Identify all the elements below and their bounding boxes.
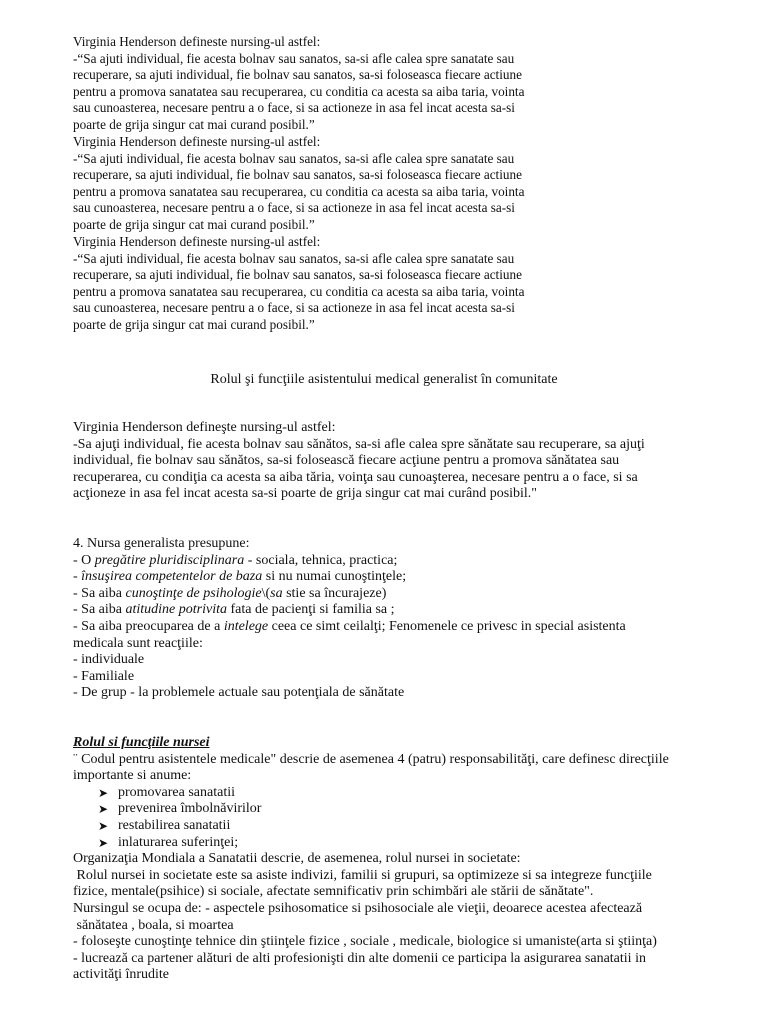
henderson-quote-2 [73,134,524,234]
requirements-heading: 4. Nursa generalista presupune: [73,536,250,551]
arrowhead-bullet-icon: ➤ [98,818,109,833]
roles-body-line: - lucrează ca partener alături de alti profesionişti din alte domenii ce participa la asigurarea sanatatii in [73,950,646,966]
requirement-item: - O pregătire pluridisciplinara - sociala, tehnica, practica; [73,552,398,568]
definition-line: -Sa ajuţi individual, fie acesta bolnav sau sănătos, sa-si afle calea spre sănătate sau recuperare, sa ajuţi [73,436,645,452]
quote-line: sau cunoasterea, necesare pentru a o face, si sa actioneze in asa fel incat acesta sa-si [73,100,515,116]
quote-line: -“Sa ajuti individual, fie acesta bolnav sau sanatos, sa-si afle calea spre sanatate sau [73,250,515,266]
definition-line: Virginia Henderson defineşte nursing-ul astfel: [73,420,336,435]
definition-line: individual, fie bolnav sau sănătos, sa-si folosească fiecare acţiune pentru a promova sănătatea sau [73,453,620,469]
quote-line: pentru a promova sanatatea sau recuperarea, cu conditia ca acesta sa aiba taria, vointa [73,83,525,99]
list-item: ➤ prevenirea îmbolnăvirilor [98,801,262,817]
arrowhead-bullet-icon: ➤ [98,785,109,800]
list-item: ➤ promovarea sanatatii [98,784,236,800]
quote-line: Virginia Henderson defineste nursing-ul astfel: [73,234,321,249]
requirement-item: - Sa aiba cunoştinţe de psihologie\(sa stie sa încurajeze) [73,585,387,601]
arrowhead-bullet-icon: ➤ [98,802,109,817]
roles-body-line: sănătatea , boala, si moartea [73,917,234,933]
quote-line: poarte de grija singur cat mai curand posibil.” [73,116,315,132]
roles-body-line: Organizaţia Mondiala a Sanatatii descrie, de asemenea, rolul nursei in societate: [73,851,521,867]
requirement-item: - Sa aiba atitudine potrivita fata de pacienţi si familia sa ; [73,602,395,618]
roles-intro-line: ¨ Codul pentru asistentele medicale" descrie de asemenea 4 (patru) responsabilităţi, care definesc direcţiile [73,751,669,767]
quote-line: poarte de grija singur cat mai curand posibil.” [73,216,315,232]
arrowhead-bullet-icon: ➤ [98,835,109,850]
quote-line: poarte de grija singur cat mai curand posibil.” [73,316,315,332]
quote-line: recuperare, sa ajuti individual, fie bolnav sau sanatos, sa-si foloseasca fiecare actiune [73,167,522,183]
quote-line: recuperare, sa ajuti individual, fie bolnav sau sanatos, sa-si foloseasca fiecare actiune [73,267,522,283]
roles-heading: Rolul si funcţiile nursei [73,735,210,750]
nurse-requirements [73,536,626,702]
requirement-item: - Familiale [73,668,135,684]
roles-intro-line: importante si anume: [73,768,192,784]
henderson-definition [73,420,645,503]
list-item: ➤ inlaturarea suferinţei; [98,834,239,850]
requirement-item: - Sa aiba preocuparea de a intelege ceea ce simt ceilalţi; Fenomenele ce privesc in special asistenta [73,618,626,634]
roles-body-line: - foloseşte cunoştinţe tehnice din ştiinţele fizice , sociale , medicale, biologice si umaniste(arta si ştiinţa) [73,934,657,950]
quote-line: sau cunoasterea, necesare pentru a o face, si sa actioneze in asa fel incat acesta sa-si [73,300,515,316]
responsibilities-list [73,785,669,851]
quote-line: pentru a promova sanatatea sau recuperarea, cu conditia ca acesta sa aiba taria, vointa [73,283,525,299]
henderson-quote-3 [73,234,524,334]
quote-line: recuperare, sa ajuti individual, fie bolnav sau sanatos, sa-si foloseasca fiecare actiune [73,67,522,83]
requirement-item: - însuşirea competentelor de baza si nu numai cunoştinţele; [73,569,407,585]
quote-line: pentru a promova sanatatea sau recuperarea, cu conditia ca acesta sa aiba taria, vointa [73,183,525,199]
roles-body-line: Rolul nursei in societate este sa asiste indivizi, familii si grupuri, sa optimizeze si sa integreze funcţiile [73,867,652,883]
nurse-roles-section [73,735,669,984]
section-title: Rolul şi funcţiile asistentului medical generalist în comunitate [210,372,558,387]
requirement-item: medicala sunt reacţiile: [73,635,203,651]
roles-body-line: activităţi înrudite [73,967,170,983]
quote-line: sau cunoasterea, necesare pentru a o face, si sa actioneze in asa fel incat acesta sa-si [73,200,515,216]
roles-body-line: fizice, mentale(psihice) si sociale, afectate semnificativ prin schimbări ale stării de sănătate". [73,884,594,900]
list-item: ➤ restabilirea sanatatii [98,817,231,833]
quote-line: -“Sa ajuti individual, fie acesta bolnav sau sanatos, sa-si afle calea spre sanatate sau [73,150,515,166]
requirement-item: - individuale [73,652,145,668]
henderson-quote-1 [73,34,524,134]
definition-line: acţioneze in asa fel incat acesta sa-si poarte de grija singur cat mai curând posibil." [73,486,538,502]
quote-line: Virginia Henderson defineste nursing-ul astfel: [73,134,321,149]
requirement-item: - De grup - la problemele actuale sau potenţiala de sănătate [73,685,405,701]
quote-line: -“Sa ajuti individual, fie acesta bolnav sau sanatos, sa-si afle calea spre sanatate sau [73,50,515,66]
quote-line: Virginia Henderson defineste nursing-ul astfel: [73,34,321,49]
roles-body-line: Nursingul se ocupa de: - aspectele psihosomatice si psihosociale ale vieţii, deoarece acestea afectează [73,900,643,916]
definition-line: recuperarea, cu condiţia ca acesta sa aiba tăria, voinţa sau cunoaşterea, necesare pentru a o face, si sa [73,469,638,485]
